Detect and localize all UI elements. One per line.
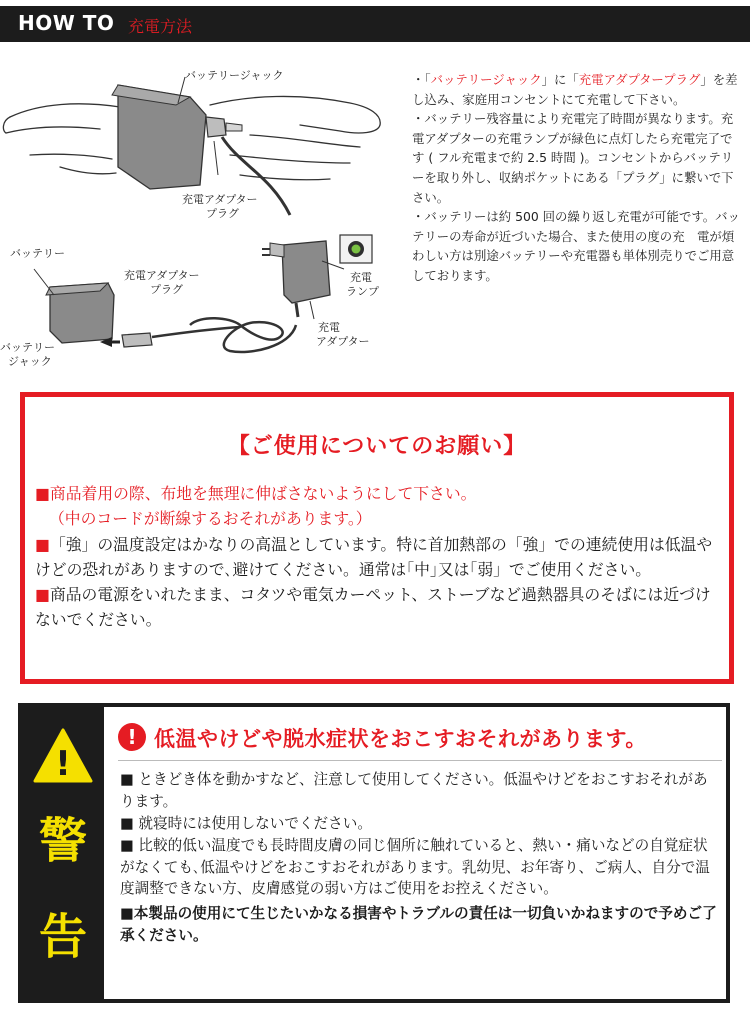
label-adapter-plug-mid-1: 充電アダプター	[124, 269, 200, 282]
warning-item-3: ■ 比較的低い温度でも長時間皮膚の同じ個所に触れていると、熱い・痛いなどの自覚症状がなくても､低温やけどをおこすおそれがあります。乳幼児、お年寄り、ご病人、自分で温度調整できない方、皮膚感覚の弱い方はご使用をお控えください。	[120, 836, 710, 898]
label-adapter-plug-top-2: プラグ	[206, 207, 239, 220]
notice-item-2	[35, 532, 725, 583]
label-adapter-1: 充電	[318, 321, 340, 334]
warning-kanji-1: 警	[38, 813, 87, 869]
howto-p1-adapter-plug: 充電アダプタープラグ	[578, 72, 701, 87]
howto-p1-mid: 」に「	[541, 72, 579, 87]
exclamation-icon: !	[118, 723, 146, 751]
howto-paragraph-2: ・バッテリー残容量により充電完了時間が異なります。充電アダプターの充電ランプが緑色に点灯したら充電完了です ( フル充電まで約 2.5 時間 )。コンセントからバッテリーを取り外し、収納ポケットにある「プラグ」に繋いで下さい。	[412, 111, 734, 205]
warning-box	[18, 703, 730, 1003]
label-adapter-plug-mid-2: プラグ	[150, 283, 183, 296]
warning-body	[120, 769, 720, 947]
warning-disclaimer: ■本製品の使用にて生じたいかなる損害やトラブルの責任は一切負いかねますので予めご了承ください。	[120, 905, 717, 945]
label-adapter-2: アダプター	[316, 335, 370, 348]
label-battery-jack-top: バッテリージャック	[185, 69, 284, 82]
label-adapter-plug-top-1: 充電アダプター	[182, 193, 258, 206]
warning-triangle-icon	[32, 727, 94, 785]
howto-paragraph-3: ・バッテリーは約 500 回の繰り返し充電が可能です。バッテリーの寿命が近づいた場合、また使用の度の充 電が煩わしい方は別途バッテリーや充電器も単体別売りでご用意しております。	[412, 209, 740, 283]
warning-item-1: ■ ときどき体を動かすなど、注意して使用してください。低温やけどをおこすおそれがあります。	[120, 771, 708, 810]
notice-item-2-mark: ■	[35, 534, 50, 554]
notice-title: 【ご使用についてのお願い】	[227, 434, 527, 459]
warning-title: 低温やけどや脱水症状をおこすおそれがあります。	[154, 727, 647, 751]
warning-item-2: ■ 就寝時には使用しないでください。	[120, 814, 372, 832]
howto-instructions	[412, 70, 742, 286]
header-title-jp: 充電方法	[128, 17, 193, 36]
warning-divider	[118, 760, 722, 761]
howto-p1-suffix: 」を差し込み、家庭用コンセントにて充電して下さい。	[412, 72, 738, 107]
label-charge-lamp-1: 充電	[350, 271, 372, 284]
charging-illustration	[0, 55, 405, 375]
notice-item-1-line-1: ■商品着用の際、布地を無理に伸ばさないようにして下さい。	[35, 484, 477, 503]
usage-notice-box	[20, 392, 734, 684]
warning-sidebar	[22, 707, 104, 999]
label-charge-lamp-2: ランプ	[346, 285, 379, 298]
notice-item-3-text: 商品の電源をいれたまま、コタツや電気カーペット、ストーブなど過熱器具のそばには近づけないでください。	[35, 585, 711, 630]
label-battery: バッテリー	[10, 247, 65, 260]
label-battery-jack-bottom-2: ジャック	[8, 355, 52, 368]
notice-item-3-mark: ■	[35, 585, 50, 605]
section-header	[0, 6, 750, 42]
howto-p1-prefix: ・「	[412, 72, 431, 87]
label-battery-jack-bottom-1: バッテリー	[0, 341, 55, 354]
charging-diagram-svg	[0, 55, 405, 375]
header-title-en: HOW TO	[18, 11, 115, 35]
howto-paragraph-1	[412, 70, 742, 109]
howto-p1-battery-jack: バッテリージャック	[430, 72, 542, 87]
notice-item-2-text: 「強」の温度設定はかなりの高温としています。特に首加熱部の「強」での連続使用は低温やけどの恐れがありますので､避けてください。通常は｢中｣又は｢弱」でご使用ください。	[35, 534, 713, 579]
notice-item-1-line-2: （中のコードが断線するおそれがあります。）	[49, 509, 372, 529]
warning-triangle-mark: !	[55, 744, 71, 784]
warning-kanji-2: 告	[38, 909, 87, 965]
notice-body	[35, 481, 725, 633]
notice-item-3	[35, 582, 725, 633]
